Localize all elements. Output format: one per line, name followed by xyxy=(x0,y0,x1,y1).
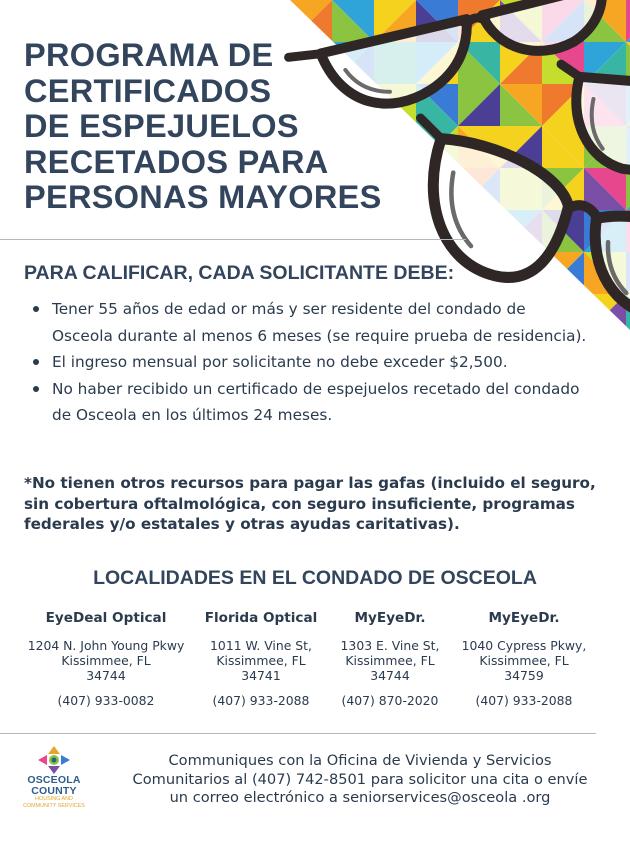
eligibility-note: *No tienen otros recursos para pagar las gafas (incluido el seguro, sin cobertura oftalmológica, con seguro insuficiente, programas federales y/o estatales y otras ayudas caritativas). xyxy=(24,474,596,533)
location-address-line: Kissimmee, FL xyxy=(216,653,306,668)
location-address-line: Kissimmee, FL xyxy=(345,653,435,668)
locations-heading: LOCALIDADES EN EL CONDADO DE OSCEOLA xyxy=(93,567,537,589)
title-line: PROGRAMA DE xyxy=(24,37,274,73)
location-address-line: 34744 xyxy=(86,668,126,683)
location-address-line: 1040 Cypress Pkwy, xyxy=(461,638,587,653)
divider xyxy=(0,733,596,734)
divider xyxy=(0,239,466,240)
list-item: No haber recibido un certificado de espejuelos recetado del condado de Osceola en los últimos 24 meses. xyxy=(30,376,590,429)
location-phone: (407) 933-2088 xyxy=(475,693,573,708)
location-address-line: 34744 xyxy=(370,668,410,683)
title-line: CERTIFICADOS xyxy=(24,72,272,109)
pattern-tile xyxy=(290,210,332,252)
location-address-line: 1204 N. John Young Pkwy xyxy=(27,638,185,653)
logo-text: OSCEOLA xyxy=(27,774,81,786)
location-name: EyeDeal Optical xyxy=(45,610,167,626)
title-line: RECETADOS PARA xyxy=(24,143,329,180)
contact-line: un correo electrónico a seniorservices@osceola .org xyxy=(169,789,551,806)
location-address-line: 34741 xyxy=(241,668,281,683)
location-card xyxy=(198,610,324,708)
pattern-tile xyxy=(290,210,332,252)
location-card xyxy=(334,610,446,708)
qualify-heading: PARA CALIFICAR, CADA SOLICITANTE DEBE: xyxy=(24,262,455,284)
pattern-tile xyxy=(332,210,374,252)
location-address-line: 34759 xyxy=(504,668,544,683)
pattern-tile xyxy=(374,210,416,252)
location-address-line: 1303 E. Vine St, xyxy=(340,638,440,653)
logo-icon xyxy=(37,745,71,775)
contact-line: Comunitarios al (407) 742-8501 para solicitor una cita o envíe xyxy=(132,770,588,788)
title-line: PERSONAS MAYORES xyxy=(24,179,382,215)
osceola-county-logo xyxy=(14,745,94,825)
location-address-line: Kissimmee, FL xyxy=(479,653,569,668)
pattern-tile xyxy=(626,336,630,378)
location-address-line: 1011 W. Vine St, xyxy=(210,638,312,653)
pattern-tile xyxy=(584,336,626,378)
location-phone: (407) 933-2088 xyxy=(212,693,310,708)
logo-text: COMMUNITY SERVICES xyxy=(23,802,85,809)
title-line: DE ESPEJUELOS xyxy=(24,108,299,144)
logo-text: HOUSING AND xyxy=(35,796,73,802)
list-item: El ingreso mensual por solicitante no debe exceder $2,500. xyxy=(30,349,590,376)
requirements-list xyxy=(30,296,590,429)
location-phone: (407) 933-0082 xyxy=(57,693,155,708)
list-item: Tener 55 años de edad or más y ser residente del condado de Osceola durante al menos 6 meses (se require prueba de residencia). xyxy=(30,296,590,349)
location-name: MyEyeDr. xyxy=(488,610,560,626)
pattern-tile xyxy=(626,0,630,42)
location-address-line: Kissimmee, FL xyxy=(61,653,151,668)
location-name: MyEyeDr. xyxy=(354,610,426,626)
location-name: Florida Optical xyxy=(204,610,318,626)
pattern-tile xyxy=(332,210,374,252)
location-card xyxy=(20,610,192,708)
pattern-tile xyxy=(374,210,416,252)
location-card xyxy=(455,610,593,708)
location-phone: (407) 870-2020 xyxy=(341,693,439,708)
pattern-tile xyxy=(626,336,630,378)
pattern-tile xyxy=(584,336,626,378)
contact-info xyxy=(100,752,620,808)
page-title xyxy=(24,38,444,216)
logo-text: COUNTY xyxy=(31,784,77,797)
contact-line: Communiques con la Oficina de Vivienda y Servicios xyxy=(168,752,552,769)
